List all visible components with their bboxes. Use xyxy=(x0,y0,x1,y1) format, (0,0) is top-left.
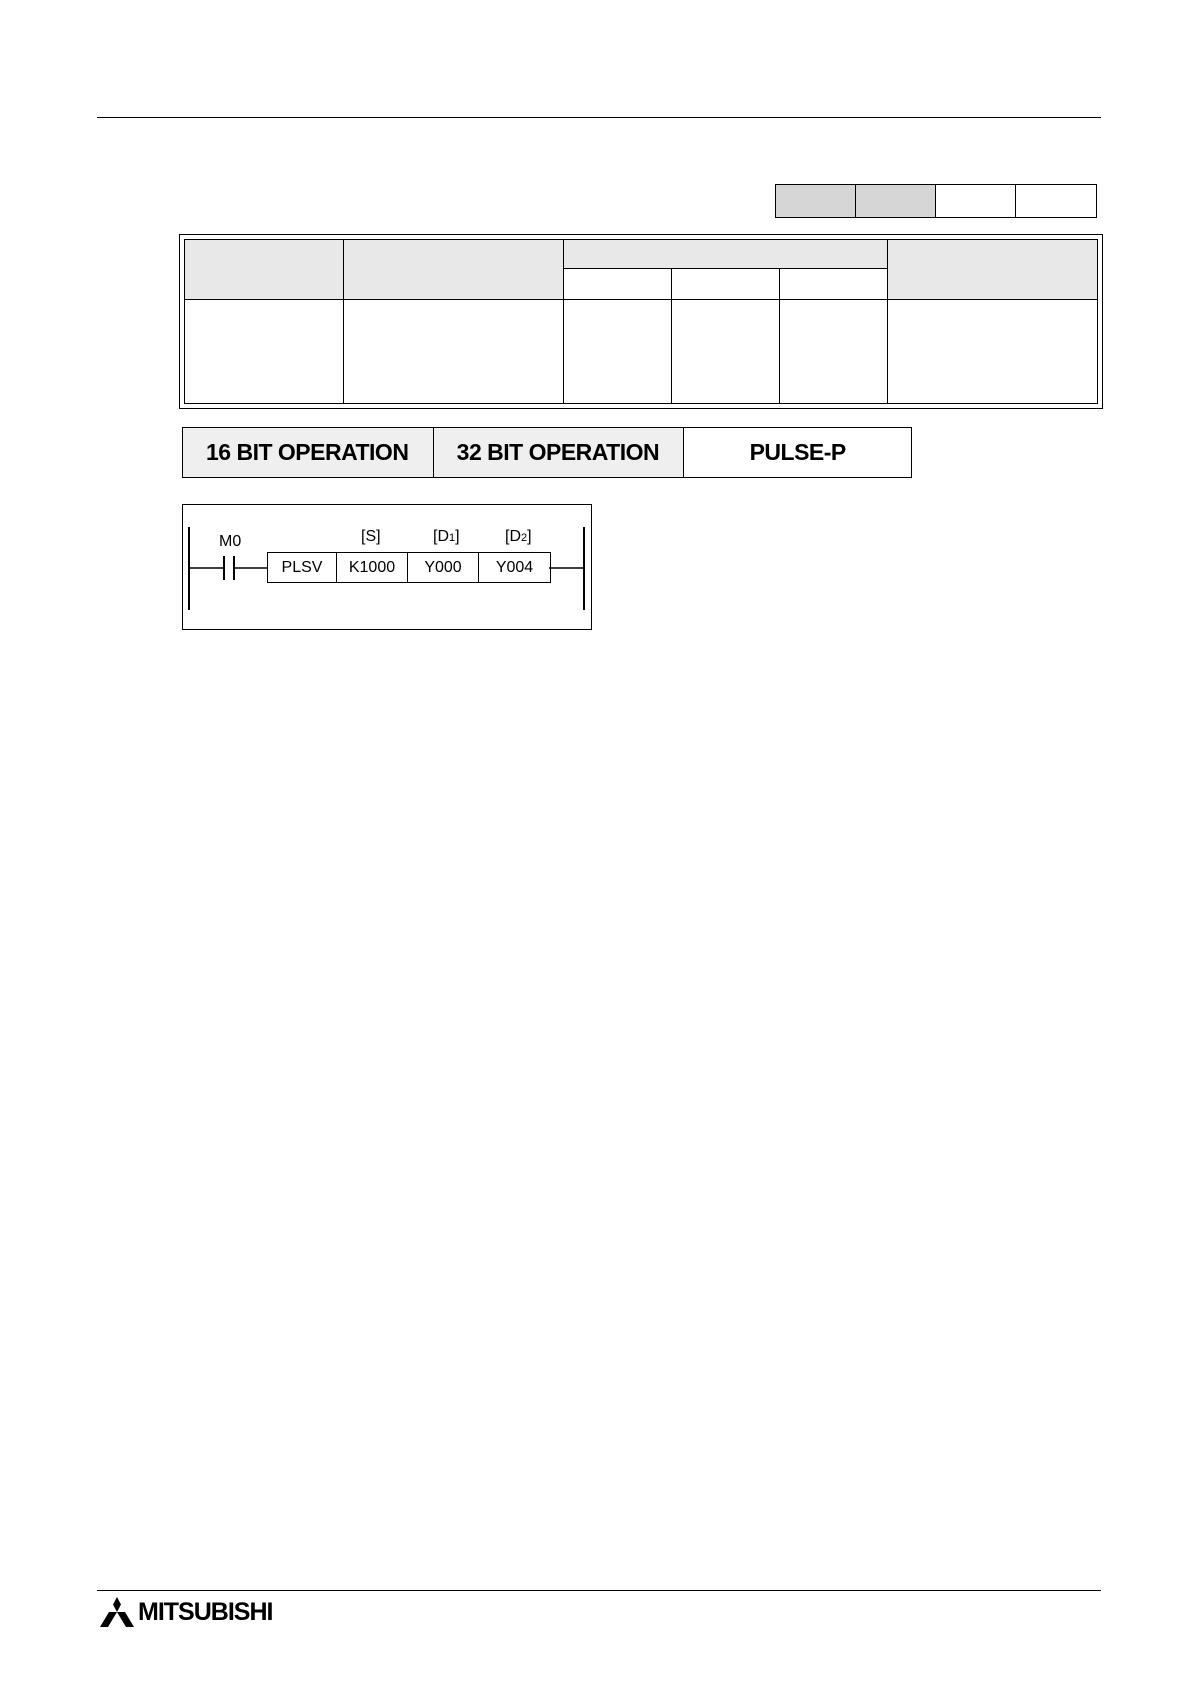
ladder-diagram xyxy=(182,504,592,630)
operation-mode-bar xyxy=(182,427,912,478)
applicability-box xyxy=(936,185,1016,217)
table-subheader-cell xyxy=(780,269,888,300)
table-header-cell xyxy=(344,240,564,300)
table-header-cell xyxy=(185,240,344,300)
bit16-operation: 16 BIT OPERATION xyxy=(183,428,434,477)
table-cell xyxy=(344,300,564,404)
applicability-box xyxy=(1016,185,1096,217)
instruction-box xyxy=(267,552,551,583)
footer-rule xyxy=(97,1590,1101,1591)
operand-s-label: [S] xyxy=(361,528,381,545)
contact-label: M0 xyxy=(219,533,242,550)
operand-d2-label: [D2] xyxy=(505,528,532,545)
pulse-operation: PULSE-P xyxy=(684,428,911,477)
table-header-cell xyxy=(564,240,888,269)
bit32-operation: 32 BIT OPERATION xyxy=(434,428,685,477)
applicability-boxes xyxy=(775,184,1097,218)
table-cell xyxy=(888,300,1098,404)
table-subheader-cell xyxy=(564,269,672,300)
operand-d2-value: Y004 xyxy=(495,559,534,576)
applicability-box xyxy=(856,185,936,217)
table-cell xyxy=(564,300,672,404)
operand-d1-value: Y000 xyxy=(408,553,479,582)
table-cell xyxy=(672,300,780,404)
table-subheader-cell xyxy=(672,269,780,300)
operand-table xyxy=(179,234,1103,409)
operand-s-value: K1000 xyxy=(337,553,408,582)
table-header-cell xyxy=(888,240,1098,300)
brand-name: MITSUBISHI xyxy=(138,1597,273,1626)
header-rule xyxy=(97,117,1101,118)
three-diamonds-icon xyxy=(100,1597,134,1627)
instruction-name: PLSV xyxy=(268,553,337,582)
applicability-box xyxy=(776,185,856,217)
table-cell xyxy=(185,300,344,404)
table-cell xyxy=(780,300,888,404)
operand-d1-label: [D1] xyxy=(433,528,460,545)
mitsubishi-logo xyxy=(100,1597,272,1627)
